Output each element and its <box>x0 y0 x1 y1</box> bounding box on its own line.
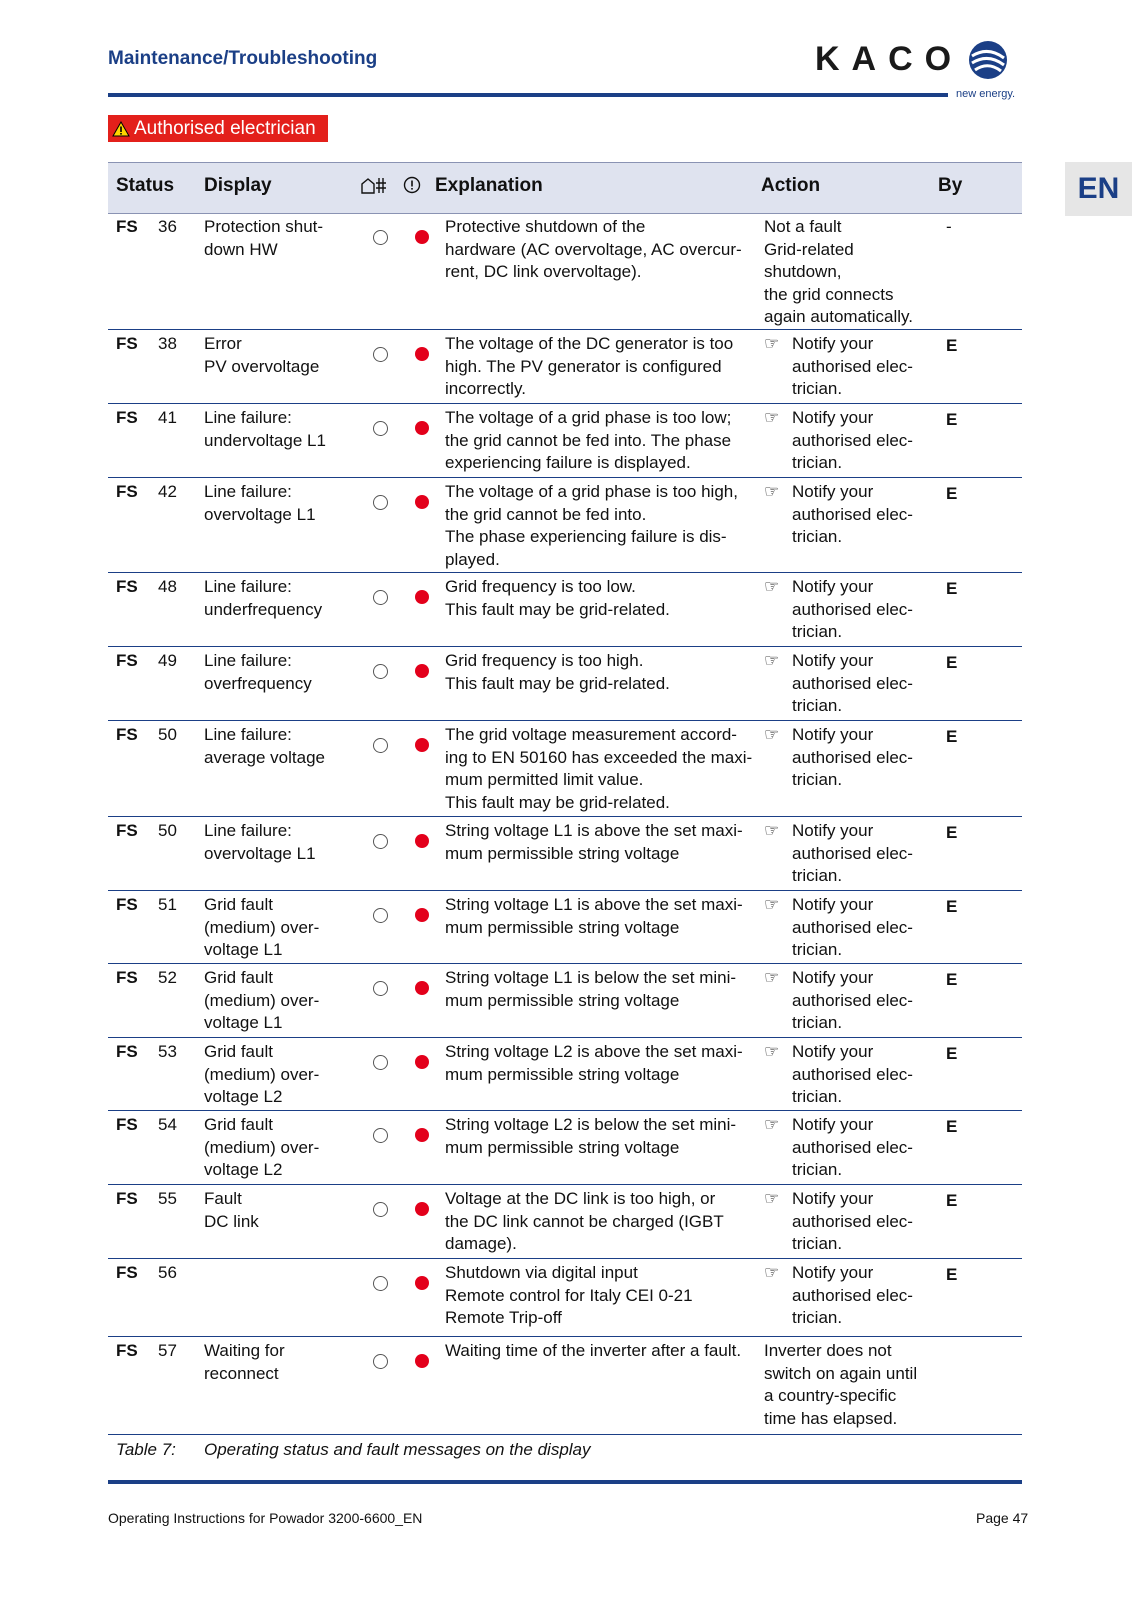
by-qualification: E <box>946 579 958 598</box>
status-code: FS <box>116 1189 138 1208</box>
by-qualification: E <box>946 1265 958 1284</box>
fault-led-on-icon <box>415 834 429 848</box>
led-icons-header <box>360 176 422 194</box>
explanation-text: String voltage L1 is above the set maxi- mum permissible string voltage <box>445 895 743 937</box>
fault-led-on-icon <box>415 664 429 678</box>
display-text: Grid fault (medium) over- voltage L1 <box>204 895 320 959</box>
action-text: Notify your authorised elec- trician. <box>792 821 913 885</box>
table-row <box>108 212 1022 330</box>
status-code: FS <box>116 1115 138 1134</box>
by-qualification: E <box>946 1191 958 1210</box>
status-code: FS <box>116 482 138 501</box>
table-row <box>108 1258 1022 1337</box>
explanation-text: The grid voltage measurement accord- ing to EN 50160 has exceeded the maxi- mum permitted limit value. This fault may be grid-related. <box>445 725 753 812</box>
col-status: Status <box>116 175 175 196</box>
operating-led-off-icon <box>373 834 388 849</box>
explanation-text: Shutdown via digital input Remote control for Italy CEI 0-21 Remote Trip-off <box>445 1263 693 1327</box>
fault-led-on-icon <box>415 347 429 361</box>
display-text: Line failure: overfrequency <box>204 651 312 693</box>
fault-led-on-icon <box>415 230 429 244</box>
explanation-text: Grid frequency is too low. This fault may be grid-related. <box>445 577 670 619</box>
header-rule <box>108 93 948 97</box>
status-code: FS <box>116 1341 138 1360</box>
action-text: Notify your authorised elec- trician. <box>792 482 913 546</box>
explanation-text: Waiting time of the inverter after a fault. <box>445 1341 742 1360</box>
operating-led-off-icon <box>373 1128 388 1143</box>
hand-pointer-icon: ☞ <box>764 895 780 914</box>
table-row <box>108 720 1022 817</box>
table-caption-label: Table 7: <box>116 1440 176 1459</box>
action-text: Not a fault Grid-related shutdown, the grid connects again automatically. <box>764 217 913 326</box>
operating-led-off-icon <box>373 1354 388 1369</box>
language-tab-en: EN <box>1065 162 1132 216</box>
fault-led-on-icon <box>415 1202 429 1216</box>
status-number: 36 <box>158 217 177 236</box>
table-row <box>108 1110 1022 1185</box>
table-row <box>108 963 1022 1038</box>
action-text: Notify your authorised elec- trician. <box>792 725 913 789</box>
fault-led-on-icon <box>415 495 429 509</box>
operating-led-off-icon <box>373 738 388 753</box>
hand-pointer-icon: ☞ <box>764 1189 780 1208</box>
house-grid-icon <box>360 176 390 194</box>
display-text: Grid fault (medium) over- voltage L2 <box>204 1115 320 1179</box>
display-text: Waiting for reconnect <box>204 1341 285 1383</box>
fault-led-on-icon <box>415 1128 429 1142</box>
status-code: FS <box>116 968 138 987</box>
table-row <box>108 403 1022 478</box>
operating-led-off-icon <box>373 347 388 362</box>
by-qualification: E <box>946 484 958 503</box>
hand-pointer-icon: ☞ <box>764 482 780 501</box>
table-row <box>108 646 1022 721</box>
by-qualification: E <box>946 1044 958 1063</box>
action-text: Notify your authorised elec- trician. <box>792 1189 913 1253</box>
explanation-text: String voltage L2 is above the set maxi- mum permissible string voltage <box>445 1042 743 1084</box>
operating-led-off-icon <box>373 1276 388 1291</box>
action-text: Notify your authorised elec- trician. <box>792 408 913 472</box>
status-code: FS <box>116 1263 138 1282</box>
fault-led-on-icon <box>415 421 429 435</box>
operating-led-off-icon <box>373 1202 388 1217</box>
display-text: Grid fault (medium) over- voltage L2 <box>204 1042 320 1106</box>
hand-pointer-icon: ☞ <box>764 651 780 670</box>
action-text: Inverter does not switch on again until a country-specific time has elapsed. <box>764 1341 918 1428</box>
col-display: Display <box>204 175 272 196</box>
by-qualification: E <box>946 823 958 842</box>
section-title: Maintenance/Troubleshooting <box>108 48 378 69</box>
fault-led-on-icon <box>415 1055 429 1069</box>
table-row <box>108 572 1022 647</box>
status-number: 52 <box>158 968 177 987</box>
explanation-text: String voltage L1 is above the set maxi- mum permissible string voltage <box>445 821 743 863</box>
table-row <box>108 1336 1022 1435</box>
status-number: 51 <box>158 895 177 914</box>
authorised-electrician-badge <box>108 115 328 142</box>
display-text: Line failure: underfrequency <box>204 577 323 619</box>
fault-led-on-icon <box>415 1354 429 1368</box>
display-text: Error PV overvoltage <box>204 334 320 376</box>
hand-pointer-icon: ☞ <box>764 821 780 840</box>
action-text: Notify your authorised elec- trician. <box>792 1263 913 1327</box>
authorised-electrician-label: Authorised electrician <box>134 117 316 139</box>
status-code: FS <box>116 217 138 236</box>
hand-pointer-icon: ☞ <box>764 1042 780 1061</box>
operating-led-off-icon <box>373 1055 388 1070</box>
footer-rule <box>108 1480 1022 1484</box>
table-row <box>108 890 1022 964</box>
by-qualification: E <box>946 970 958 989</box>
display-text: Line failure: undervoltage L1 <box>204 408 326 450</box>
operating-led-off-icon <box>373 230 388 245</box>
status-number: 48 <box>158 577 177 596</box>
display-text: Grid fault (medium) over- voltage L1 <box>204 968 320 1032</box>
status-code: FS <box>116 1042 138 1061</box>
hand-pointer-icon: ☞ <box>764 408 780 427</box>
status-code: FS <box>116 651 138 670</box>
explanation-text: String voltage L1 is below the set mini- mum permissible string voltage <box>445 968 737 1010</box>
status-number: 55 <box>158 1189 177 1208</box>
display-text: Line failure: average voltage <box>204 725 325 767</box>
by-qualification: E <box>946 727 958 746</box>
action-text: Notify your authorised elec- trician. <box>792 577 913 641</box>
display-text: Fault DC link <box>204 1189 259 1231</box>
operating-led-off-icon <box>373 664 388 679</box>
status-number: 53 <box>158 1042 177 1061</box>
status-number: 50 <box>158 821 177 840</box>
hand-pointer-icon: ☞ <box>764 725 780 744</box>
hand-pointer-icon: ☞ <box>764 577 780 596</box>
table-row <box>108 477 1022 573</box>
fault-led-on-icon <box>415 908 429 922</box>
action-text: Notify your authorised elec- trician. <box>792 651 913 715</box>
action-text: Notify your authorised elec- trician. <box>792 1042 913 1106</box>
fault-led-on-icon <box>415 981 429 995</box>
fault-led-on-icon <box>415 590 429 604</box>
hand-pointer-icon: ☞ <box>764 334 780 353</box>
table-row <box>108 329 1022 404</box>
action-text: Notify your authorised elec- trician. <box>792 895 913 959</box>
status-number: 56 <box>158 1263 177 1282</box>
status-code: FS <box>116 895 138 914</box>
status-number: 42 <box>158 482 177 501</box>
explanation-text: The voltage of the DC generator is too high. The PV generator is configured incorrectly. <box>445 334 734 398</box>
table-row <box>108 1037 1022 1111</box>
col-action: Action <box>761 175 821 196</box>
status-number: 38 <box>158 334 177 353</box>
status-code: FS <box>116 408 138 427</box>
hand-pointer-icon: ☞ <box>764 968 780 987</box>
fault-icon <box>402 176 422 194</box>
explanation-text: String voltage L2 is below the set mini- mum permissible string voltage <box>445 1115 737 1157</box>
footer-document-title: Operating Instructions for Powador 3200-6600_EN <box>108 1510 423 1526</box>
explanation-text: The voltage of a grid phase is too high, the grid cannot be fed into. The phase experiencing failure is dis- played. <box>445 482 738 569</box>
by-qualification: E <box>946 336 958 355</box>
display-text: Protection shut- down HW <box>204 217 324 259</box>
col-explanation: Explanation <box>435 175 543 196</box>
warning-icon <box>112 121 130 137</box>
hand-pointer-icon: ☞ <box>764 1115 780 1134</box>
table-caption-text: Operating status and fault messages on the display <box>204 1440 591 1459</box>
explanation-text: Protective shutdown of the hardware (AC overvoltage, AC overcur- rent, DC link overvoltage). <box>445 217 742 281</box>
status-number: 41 <box>158 408 177 427</box>
footer-page-number: Page 47 <box>976 1510 1029 1526</box>
explanation-text: The voltage of a grid phase is too low; the grid cannot be fed into. The phase experiencing failure is displayed. <box>445 408 732 472</box>
action-text: Notify your authorised elec- trician. <box>792 968 913 1032</box>
table-header <box>108 162 1022 214</box>
tagline: new energy. <box>956 88 1016 100</box>
table-row <box>108 816 1022 891</box>
by-qualification: E <box>946 897 958 916</box>
status-code: FS <box>116 577 138 596</box>
by-qualification: - <box>946 217 952 236</box>
status-number: 57 <box>158 1341 177 1360</box>
display-text: Line failure: overvoltage L1 <box>204 482 316 524</box>
kaco-logo-icon <box>968 40 1008 80</box>
table-row <box>108 1184 1022 1259</box>
operating-led-off-icon <box>373 421 388 436</box>
operating-led-off-icon <box>373 981 388 996</box>
by-qualification: E <box>946 653 958 672</box>
fault-led-on-icon <box>415 1276 429 1290</box>
status-number: 49 <box>158 651 177 670</box>
hand-pointer-icon: ☞ <box>764 1263 780 1282</box>
by-qualification: E <box>946 410 958 429</box>
status-number: 54 <box>158 1115 177 1134</box>
status-code: FS <box>116 334 138 353</box>
explanation-text: Voltage at the DC link is too high, or the DC link cannot be charged (IGBT damage). <box>445 1189 724 1253</box>
action-text: Notify your authorised elec- trician. <box>792 334 913 398</box>
status-code: FS <box>116 821 138 840</box>
explanation-text: Grid frequency is too high. This fault may be grid-related. <box>445 651 670 693</box>
operating-led-off-icon <box>373 908 388 923</box>
display-text: Line failure: overvoltage L1 <box>204 821 316 863</box>
action-text: Notify your authorised elec- trician. <box>792 1115 913 1179</box>
by-qualification: E <box>946 1117 958 1136</box>
kaco-logo-text: KACO <box>815 40 964 78</box>
status-code: FS <box>116 725 138 744</box>
fault-led-on-icon <box>415 738 429 752</box>
status-number: 50 <box>158 725 177 744</box>
col-by: By <box>938 175 963 196</box>
operating-led-off-icon <box>373 590 388 605</box>
operating-led-off-icon <box>373 495 388 510</box>
